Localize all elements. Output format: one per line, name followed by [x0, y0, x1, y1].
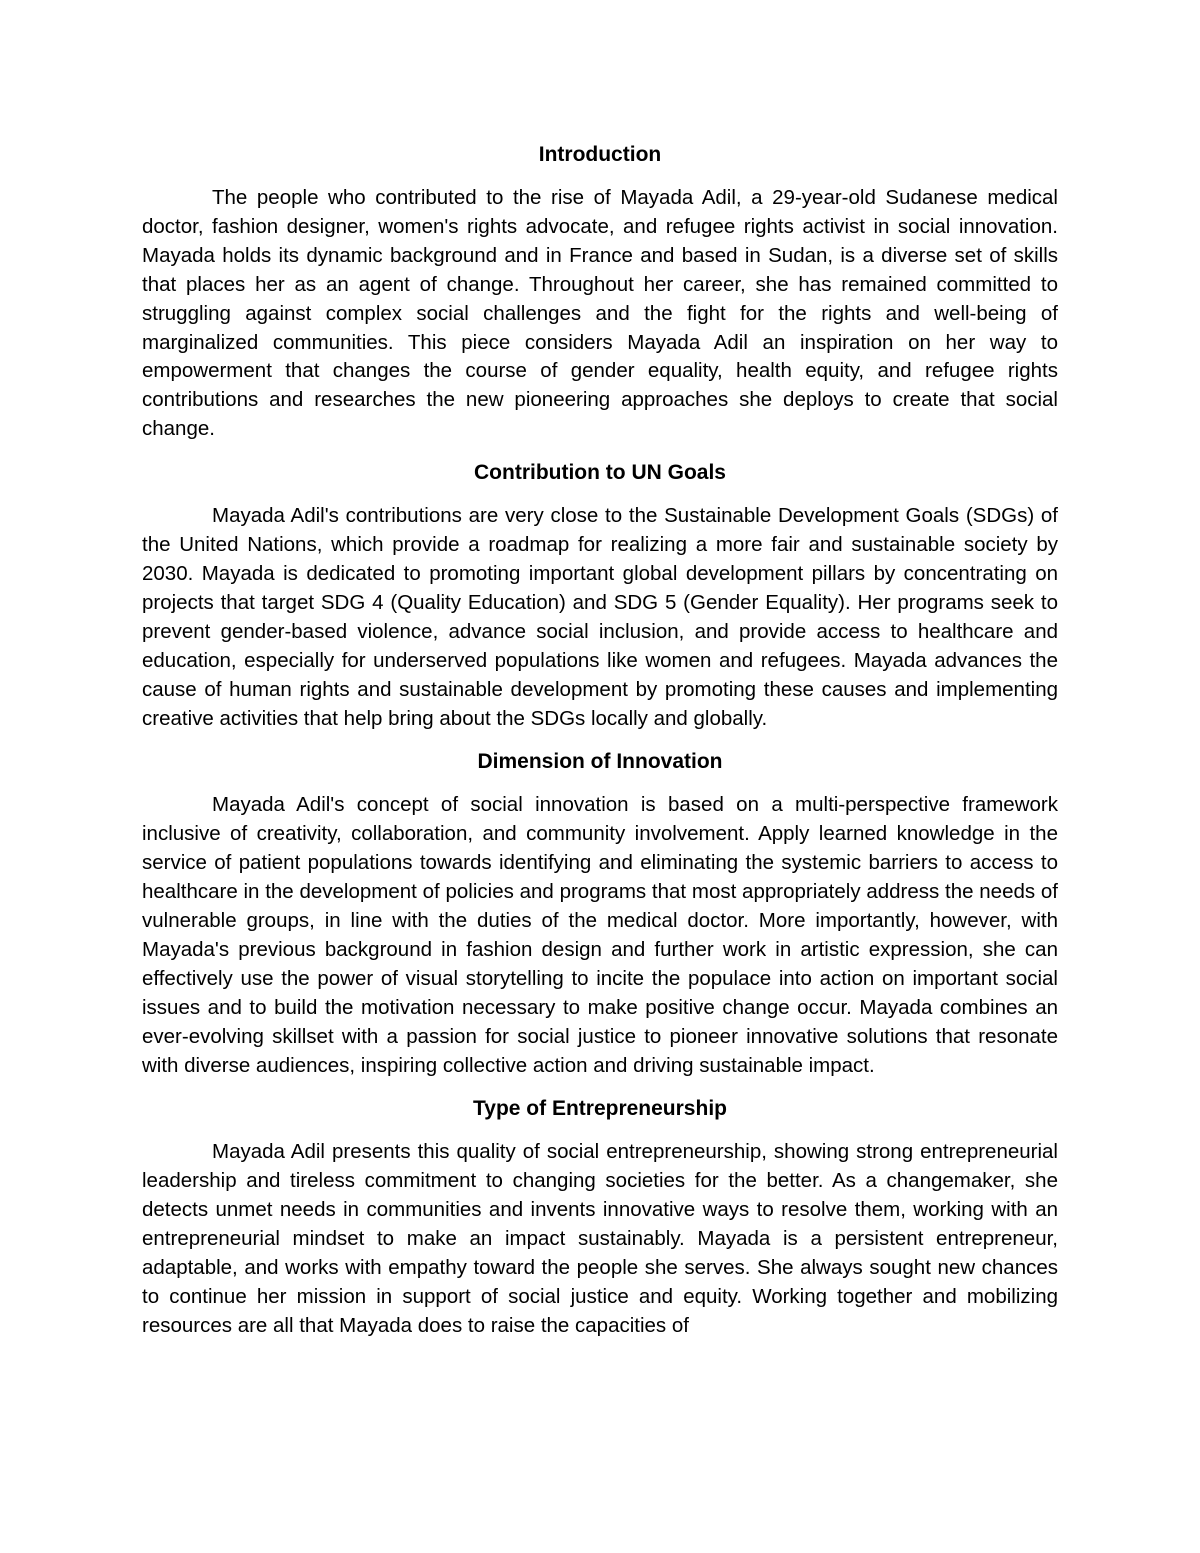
section-heading: Introduction: [538, 143, 662, 166]
section-introduction: [142, 140, 1058, 444]
section-paragraph: Mayada Adil presents this quality of social entrepreneurship, showing strong entrepreneurial leadership and tireless commitment to changing societies for the better. As a changemaker, she detects unmet needs in communities and invents innovative ways to resolve them, working with an entrepreneurial mindset to make an impact sustainably. Mayada is a persistent entrepreneur, adaptable, and works with empathy toward the people she serves. She always sought new chances to continue her mission in support of social justice and equity. Working together and mobilizing resources are all that Mayada does to raise the capacities of: [142, 1140, 1058, 1337]
section-type-of-entrepreneurship: [142, 1094, 1058, 1340]
section-heading: Contribution to UN Goals: [474, 461, 726, 485]
section-heading: Dimension of Innovation: [477, 750, 723, 774]
section-paragraph: Mayada Adil's concept of social innovation is based on a multi-perspective framework inclusive of creativity, collaboration, and community involvement. Apply learned knowledge in the service of patient populations towards identifying and eliminating the systemic barriers to access to healthcare in the development of policies and programs that most appropriately address the needs of vulnerable groups, in line with the duties of the medical doctor. More importantly, however, with Mayada's previous background in fashion design and further work in artistic expression, she can effectively use the power of visual storytelling to incite the populace into action on important social issues and to build the motivation necessary to make positive change occur. Mayada combines an ever-evolving skillset with a passion for social justice to pioneer innovative solutions that resonate with diverse audiences, inspiring collective action and driving sustainable impact.: [142, 793, 1058, 1077]
section-paragraph: Mayada Adil's contributions are very close to the Sustainable Development Goals (SDGs) of the United Nations, which provide a roadmap for realizing a more fair and sustainable society by 2030. Mayada is dedicated to promoting important global development pillars by concentrating on projects that target SDG 4 (Quality Education) and SDG 5 (Gender Equality). Her programs seek to prevent gender-based violence, advance social inclusion, and provide access to healthcare and education, especially for underserved populations like women and refugees. Mayada advances the cause of human rights and sustainable development by promoting these causes and implementing creative activities that help bring about the SDGs locally and globally.: [142, 504, 1058, 730]
section-paragraph: The people who contributed to the rise of Mayada Adil, a 29-year-old Sudanese medical doctor, fashion designer, women's rights advocate, and refugee rights activist in social innovation. Mayada holds its dynamic background and in France and based in Sudan, is a diverse set of skills that places her as an agent of change. Throughout her career, she has remained committed to struggling against complex social challenges and the fight for the rights and well-being of marginalized communities. This piece considers Mayada Adil an inspiration on her way to empowerment that changes the course of gender equality, health equity, and refugee rights contributions and researches the new pioneering approaches she deploys to create that social change.: [142, 186, 1058, 441]
section-dimension-of-innovation: [142, 747, 1058, 1080]
document-page: [142, 140, 1058, 1355]
section-heading: Type of Entrepreneurship: [473, 1097, 727, 1121]
section-contribution-to-un-goals: [142, 458, 1058, 733]
